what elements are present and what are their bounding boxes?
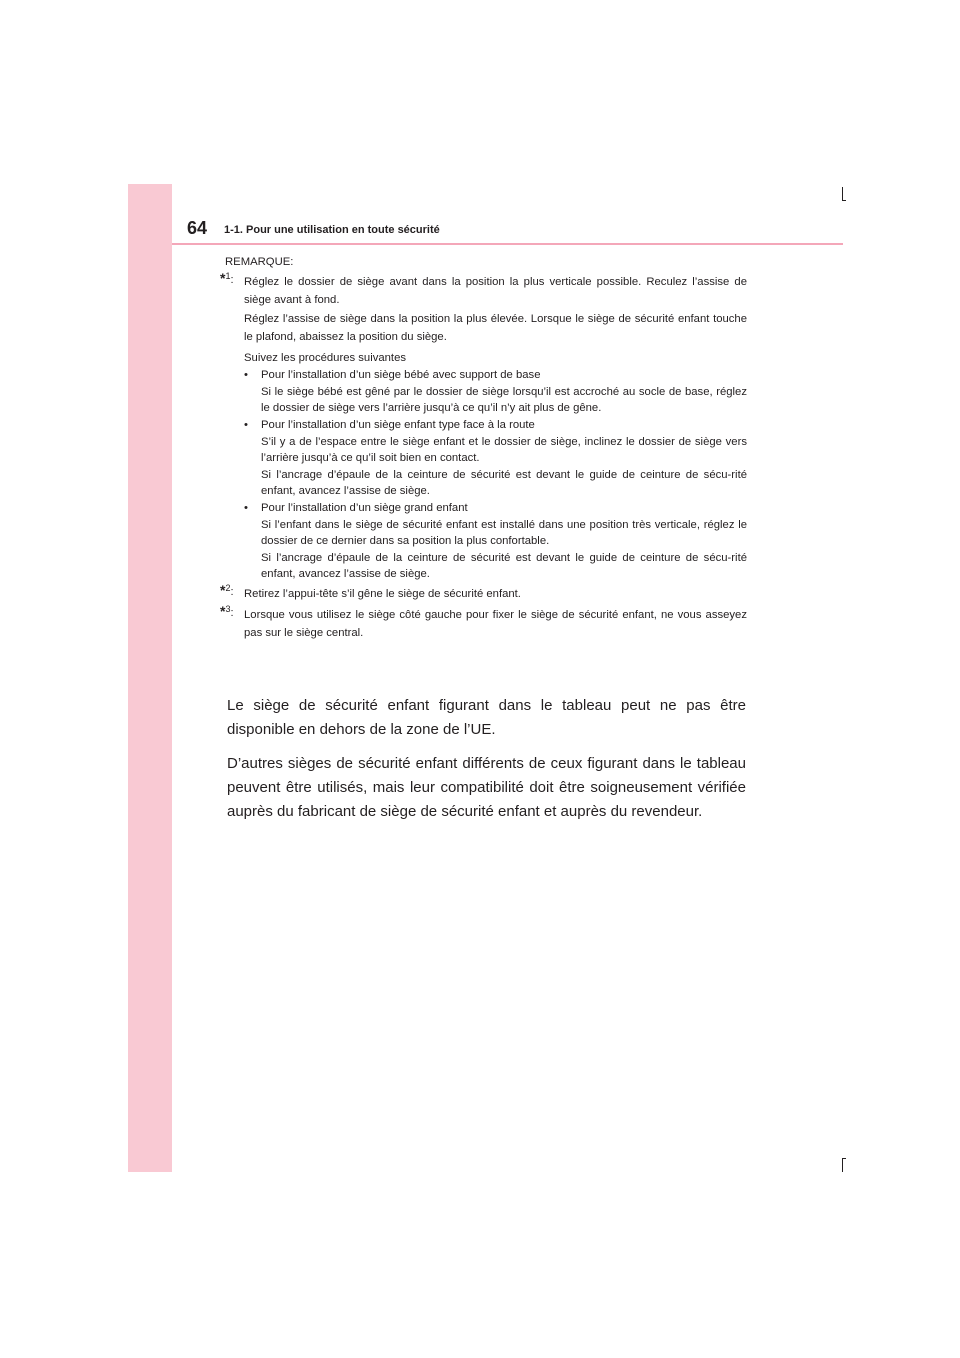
note-1-line-2: Réglez l’assise de siège dans la position la plus élevée. Lorsque le siège de sécurité enfant touche le plafond, abaissez la position du siège. — [244, 313, 747, 343]
body-text — [227, 694, 746, 834]
bullet-item-2 — [244, 417, 747, 433]
procedures-title: Suivez les procédures suivantes — [244, 352, 407, 364]
notes-block — [220, 253, 747, 643]
bullet-icon: • — [244, 369, 248, 381]
chapter-side-band — [128, 184, 172, 1172]
bullet-2-detail-2: Si l’ancrage d’épaule de la ceinture de sécurité est devant le guide de ceinture de sécu-rité enfant, avancez l’assise de siège. — [261, 469, 747, 497]
page-number: 64 — [187, 218, 208, 238]
body-paragraph-2: D’autres sièges de sécurité enfant différents de ceux figurant dans le tableau peuvent être utilisés, mais leur compatibilité doit être soigneusement vérifiée auprès du fabricant de siège de sécurité enfant et auprès du revendeur. — [227, 755, 746, 820]
note-2-key: *$^2$: — [220, 582, 234, 598]
note-2-text: Retirez l’appui-tête s’il gêne le siège de sécurité enfant. — [244, 588, 521, 600]
note-1-line-1: Réglez le dossier de siège avant dans la position la plus verticale possible. Reculez l’assise de siège avant à fond. — [244, 276, 747, 306]
bullet-3-detail-2: Si l’ancrage d’épaule de la ceinture de sécurité est devant le guide de ceinture de sécu-rité enfant, avancez l’assise de siège. — [261, 552, 747, 580]
note-3-key: *$^3$: — [220, 603, 234, 619]
bullet-item-2-title: Pour l’installation d’un siège enfant type face à la route — [261, 419, 535, 431]
note-1-key: *$^1$: — [220, 270, 234, 286]
bullet-icon: • — [244, 502, 248, 514]
note-1-asterisk: * — [220, 270, 226, 286]
bullet-3-detail-1: Si l’enfant dans le siège de sécurité enfant est installé dans une position très verticale, réglez le dossier de ce dernier dans sa position la plus confortable. — [261, 519, 747, 547]
crop-mark-bottom — [842, 1158, 843, 1172]
section-title: 1-1. Pour une utilisation en toute sécurité — [224, 224, 440, 236]
remarque-label: REMARQUE: — [225, 256, 294, 268]
bullet-icon: • — [244, 419, 248, 431]
bullet-item-1-title: Pour l’installation d’un siège bébé avec support de base — [261, 369, 541, 381]
note-3-text: Lorsque vous utilisez le siège côté gauche pour fixer le siège de sécurité enfant, ne vous asseyez pas sur le siège central. — [244, 609, 747, 639]
note-3-number: 3 — [225, 604, 231, 614]
note-2 — [220, 582, 747, 603]
bullet-item-3-title: Pour l’installation d’un siège grand enfant — [261, 502, 468, 514]
bullet-item-1 — [244, 367, 747, 383]
bullet-item-3 — [244, 500, 747, 516]
header-rule — [172, 243, 843, 245]
bullet-1-detail-1: Si le siège bébé est gêné par le dossier de siège lorsqu’il est accroché au socle de base, réglez le dossier de siège vers l’arrière jusqu’à ce qu’il n’y ait plus de gêne. — [261, 386, 747, 414]
body-paragraph-1: Le siège de sécurité enfant figurant dans le tableau peut ne pas être disponible en dehors de la zone de l’UE. — [227, 697, 746, 738]
note-3 — [220, 603, 747, 642]
bullet-2-detail-1: S’il y a de l’espace entre le siège enfant et le dossier de siège, inclinez le dossier de siège vers l’arrière jusqu’à ce qu’il soit bien en contact. — [261, 436, 747, 464]
note-2-asterisk: * — [220, 582, 226, 598]
note-2-number: 2 — [225, 583, 231, 593]
note-1-number: 1 — [225, 271, 231, 281]
crop-mark-top — [842, 187, 843, 201]
note-3-asterisk: * — [220, 603, 226, 619]
note-1 — [220, 270, 747, 582]
